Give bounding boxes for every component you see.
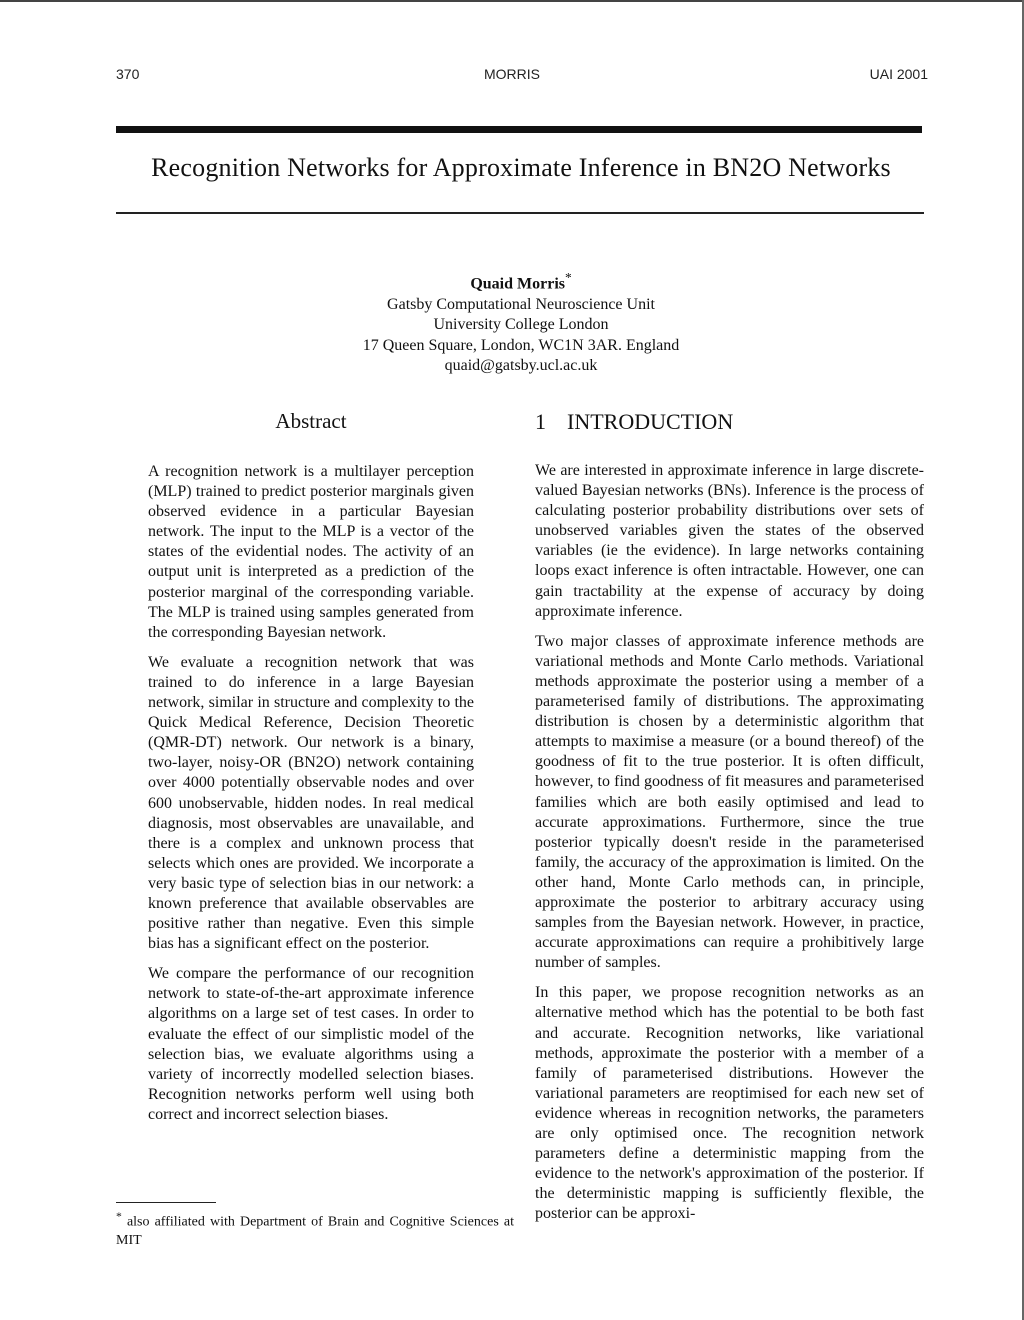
- running-header: [0, 66, 1024, 88]
- title-rule-top: [116, 126, 922, 133]
- venue-label: UAI 2001: [869, 66, 928, 82]
- affiliation-line: Gatsby Computational Neuroscience Unit: [387, 295, 655, 313]
- body-paragraph: We are interested in approximate inference in large discrete-valued Bayesian networks (BNs). Inference is the process of calculating posterior probability distributions over sets of unobserved variables given the states of the observed variables (ie the evidence). In large networks containing loops exact inference is often intractable. However, one can gain tractability at the expense of accuracy by doing approximate inference.: [535, 462, 924, 620]
- abstract-paragraph: We evaluate a recognition network that was trained to do inference in a large Bayesian network, similar in structure and complexity to the Quick Medical Reference, Decision Theoretic (QMR-DT) network. Our network is a binary, two-layer, noisy-OR (BN2O) network containing over 4000 potentially observable nodes and over 600 unobservable, hidden nodes. In real medical diagnosis, most observables are unavailable, and there is a complex and unknown process that selects which ones are provided. We incorporate a very basic type of selection bias in our network: a known preference that available observables are positive rather than negative. Even this simple bias has a significant effect on the posterior.: [148, 653, 474, 953]
- author-footnote-mark: *: [565, 270, 572, 285]
- author-email: quaid@gatsby.ucl.ac.uk: [444, 357, 598, 375]
- abstract-paragraph: A recognition network is a multilayer perception (MLP) trained to predict posterior marginals given observed evidence in a particular Bayesian network. The input to the MLP is a vector of the states of the evidential nodes. The activity of an output unit is interpreted as a prediction of the posterior marginal of the corresponding variable. The MLP is trained using samples generated from the corresponding Bayesian network.: [148, 463, 474, 641]
- section-number: 1: [535, 409, 546, 434]
- footnote: [116, 1208, 514, 1250]
- title-rule-bottom: [116, 212, 924, 214]
- page-number: 370: [116, 66, 140, 82]
- author-block: [316, 268, 726, 377]
- footnote-text: also affiliated with Department of Brain and Cognitive Sciences at MIT: [116, 1214, 514, 1248]
- affiliation-line: University College London: [433, 316, 609, 334]
- introduction-heading: [535, 405, 924, 435]
- right-column: [535, 405, 924, 1234]
- abstract-paragraph: We compare the performance of our recognition network to state-of-the-art approximate inference algorithms on a large set of test cases. In order to evaluate the effect of our simplistic model of the selection bias, we evaluate algorithms using a variety of incorrectly modelled selection biases. Recognition networks perform well using both correct and incorrect selection biases.: [148, 965, 474, 1123]
- affiliation-line: 17 Queen Square, London, WC1N 3AR. England: [362, 336, 680, 354]
- footnote-rule: [116, 1202, 216, 1203]
- footnote-mark: *: [116, 1210, 122, 1223]
- left-column: [148, 405, 474, 1135]
- paper-title: Recognition Networks for Approximate Inference in BN2O Networks: [151, 153, 891, 182]
- body-paragraph: In this paper, we propose recognition networks as an alternative method which has the potential to be both fast and accurate. Recognition networks, like variational methods, approximate the posterior with a member of a family of parameterised distributions. However the variational parameters are reoptimised for each new set of evidence whereas in recognition networks, the parameters are only optimised once. The recognition network parameters define a deterministic mapping from the evidence to the network's approximation of the posterior. If the deterministic mapping is sufficiently flexible, the posterior can be approxi-: [535, 984, 924, 1223]
- author-name: Quaid Morris: [470, 275, 565, 293]
- page-edge-top: [0, 0, 1024, 2]
- running-title: MORRIS: [484, 66, 540, 82]
- abstract-heading: Abstract: [275, 409, 347, 433]
- section-title: INTRODUCTION: [567, 409, 734, 434]
- body-paragraph: Two major classes of approximate inference methods are variational methods and Monte Carlo methods. Variational methods approximate the posterior using a member of a parameterised family of distributions. The approximating distribution is chosen by a deterministic algorithm that attempts to maximise a measure (or a bound thereof) of the goodness of fit to the true posterior. It is often difficult, however, to find goodness of fit measures and parameterised families which are both easily optimised and lead to accurate approximations. Furthermore, since the true posterior typically doesn't reside in the parameterised family, the accuracy of the approximation is limited. On the other hand, Monte Carlo methods can, in principle, approximate the posterior to arbitrary accuracy using samples from the Bayesian network. However, in practice, accurate approximations can require a prohibitively large number of samples.: [535, 632, 924, 972]
- author-name-line: [316, 268, 726, 295]
